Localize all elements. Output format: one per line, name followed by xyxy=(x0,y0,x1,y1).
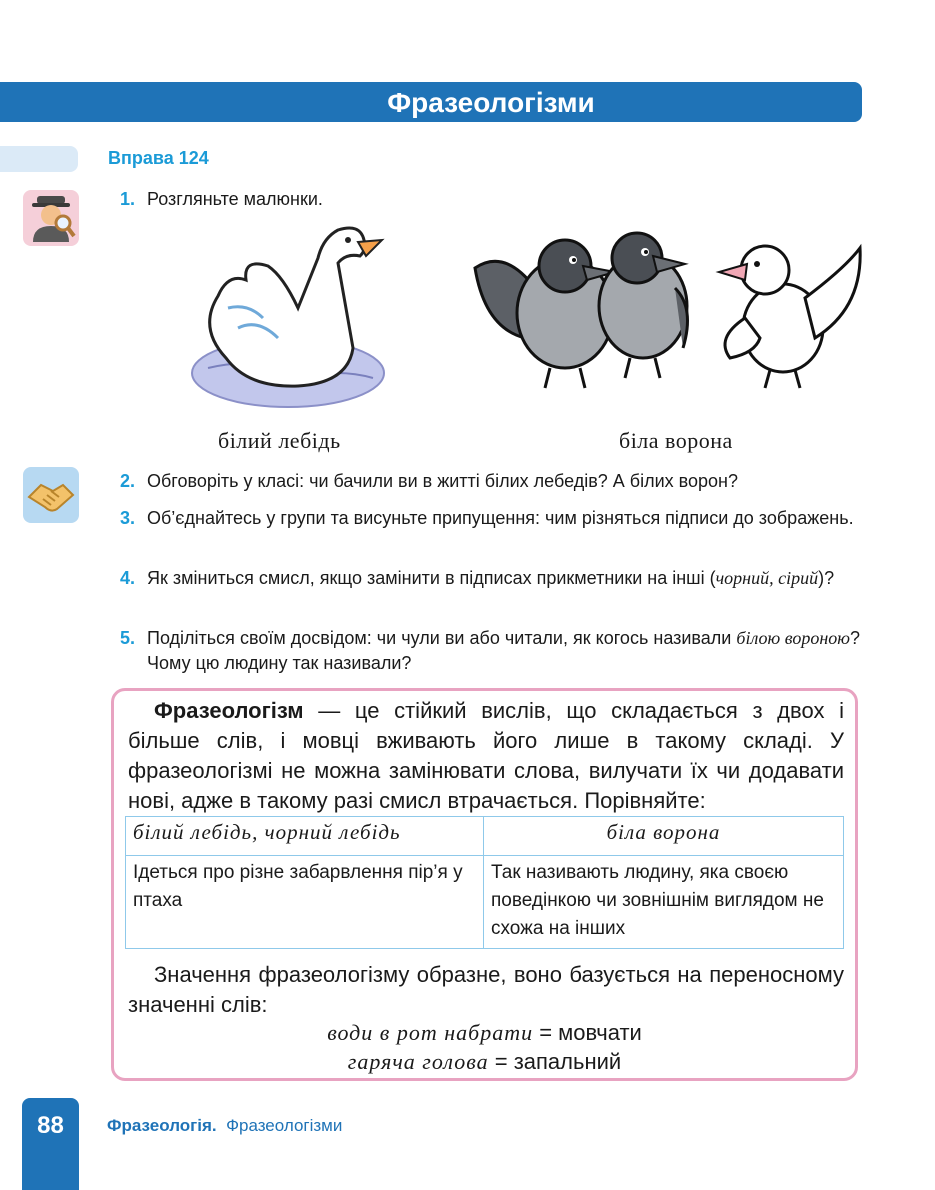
handshake-icon xyxy=(23,467,79,523)
rule-term: Фразеологізм xyxy=(154,698,304,723)
example-eq: = xyxy=(533,1020,559,1045)
exercise-tab xyxy=(0,146,78,172)
footer-topic: Фразеологізми xyxy=(226,1116,343,1135)
rule-definition-text: — це стійкий вислів, що складається з двох і більше слів, і мовці вживають його лише в такому складі. У фразеологізмі не можна замінювати слова, вилучати їх чи додавати нові, адже в такому разі смисл втрачається. Порівняйте: xyxy=(128,698,844,813)
table-cell: Ідеться про різне забарвлення пір’я у птаха xyxy=(126,856,484,949)
footer-section: Фразеологія. xyxy=(107,1116,217,1135)
page-number-tab xyxy=(22,1098,79,1190)
task-text: Обговоріть у класі: чи бачили ви в житті білих лебедів? А білих ворон? xyxy=(147,471,738,491)
task-text xyxy=(147,626,860,676)
task-number: 5. xyxy=(120,628,136,648)
title-bar xyxy=(0,82,862,122)
task-text: Розгляньте малюнки. xyxy=(147,189,323,209)
example-phrase: води в рот набрати xyxy=(327,1020,534,1045)
task-item-5 xyxy=(120,626,860,673)
detective-icon xyxy=(23,190,79,246)
table-header: біла ворона xyxy=(484,817,844,856)
page-number: 88 xyxy=(37,1112,64,1139)
task-text: Об’єднайтесь у групи та висуньте припущення: чим різняться підписи до зображень. xyxy=(147,508,854,528)
swan-illustration xyxy=(188,218,388,413)
task-item-4 xyxy=(120,566,860,591)
footer-breadcrumb xyxy=(107,1116,342,1136)
task-text-part: )? xyxy=(818,568,835,588)
example-value: запальний xyxy=(513,1049,622,1074)
task-italic: білою вороною xyxy=(736,628,850,648)
example-phrase: гаряча голова xyxy=(347,1049,489,1074)
example-value: мовчати xyxy=(558,1020,642,1045)
task-item-1 xyxy=(120,187,860,212)
rule-definition xyxy=(128,696,844,816)
example-line xyxy=(111,1020,858,1046)
example-eq: = xyxy=(488,1049,514,1074)
task-text xyxy=(147,566,860,591)
task-item-3 xyxy=(120,506,860,531)
task-number: 2. xyxy=(120,471,136,491)
comparison-table xyxy=(125,816,844,949)
rule-meaning-text: Значення фразеологізму образне, воно базується на переносному значенні слів: xyxy=(128,962,844,1017)
example-line xyxy=(111,1049,858,1075)
table-row xyxy=(126,817,844,856)
caption-crow: біла ворона xyxy=(619,428,733,453)
task-number: 3. xyxy=(120,508,136,528)
task-italic: чорний, сірий xyxy=(715,568,819,588)
task-item-2 xyxy=(120,469,860,494)
task-text-part: ? Чому цю людину так називали? xyxy=(147,628,860,673)
rule-meaning xyxy=(128,960,844,1020)
table-row xyxy=(126,856,844,949)
table-cell: Так називають людину, яка своєю поведінкою чи зовнішнім виглядом не схожа на інших xyxy=(484,856,844,949)
task-number: 1. xyxy=(120,189,136,209)
task-text-part: Поділіться своїм досвідом: чи чули ви або читали, як когось називали xyxy=(147,628,737,648)
caption-swan: білий лебідь xyxy=(218,428,341,453)
exercise-label: Вправа 124 xyxy=(108,148,209,168)
task-number: 4. xyxy=(120,568,136,588)
crows-illustration xyxy=(465,228,865,398)
page-title: Фразеологізми xyxy=(387,87,595,118)
task-text-part: Як зміниться смисл, якщо замінити в підписах прикметники на інші ( xyxy=(147,568,716,588)
table-header: білий лебідь, чорний лебідь xyxy=(126,817,484,856)
